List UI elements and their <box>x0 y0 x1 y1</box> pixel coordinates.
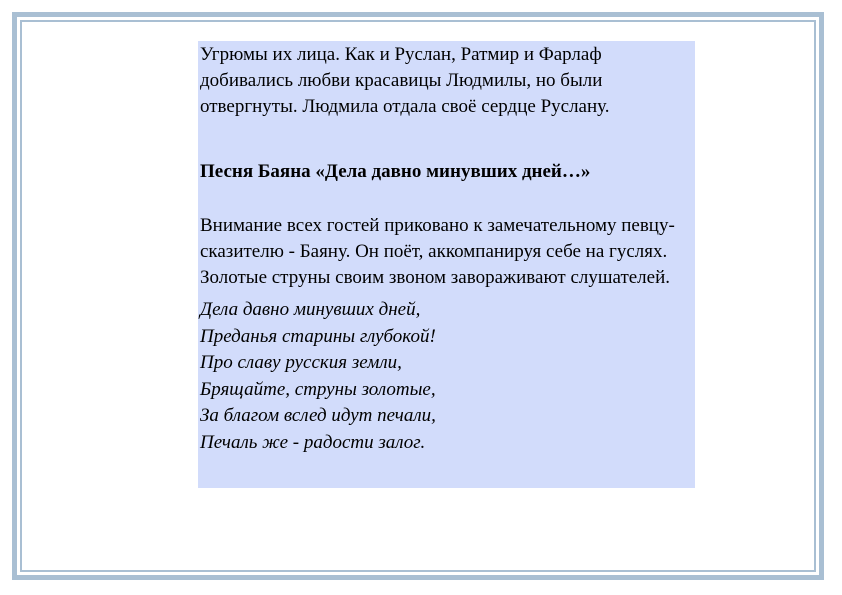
verse-line: Дела давно минувших дней, <box>200 299 421 320</box>
verse-line: Брящайте, струны золотые, <box>200 378 436 400</box>
intro-paragraph: Угрюмы их лица. Как и Руслан, Ратмир и Фарлаф добивались любви красавицы Людмилы, но были отвергнуты. Людмила отдала своё сердце Руслану. <box>200 44 610 117</box>
description-paragraph: Внимание всех гостей приковано к замечательному певцу-сказителю - Баяну. Он поёт, аккомпанируя себе на гуслях. Золотые струны своим звоном завораживают слушателей. <box>200 215 675 288</box>
text-box <box>198 41 695 488</box>
verse-line: За благом вслед идут печали, <box>200 405 436 427</box>
verse-line: Печаль же - радости залог. <box>200 431 426 453</box>
verse-block <box>200 297 693 457</box>
verse-line: Преданья старины глубокой! <box>200 325 436 347</box>
verse-line: Про славу русския земли, <box>200 352 402 374</box>
song-heading: Песня Баяна «Дела давно минувших дней…» <box>200 161 591 182</box>
